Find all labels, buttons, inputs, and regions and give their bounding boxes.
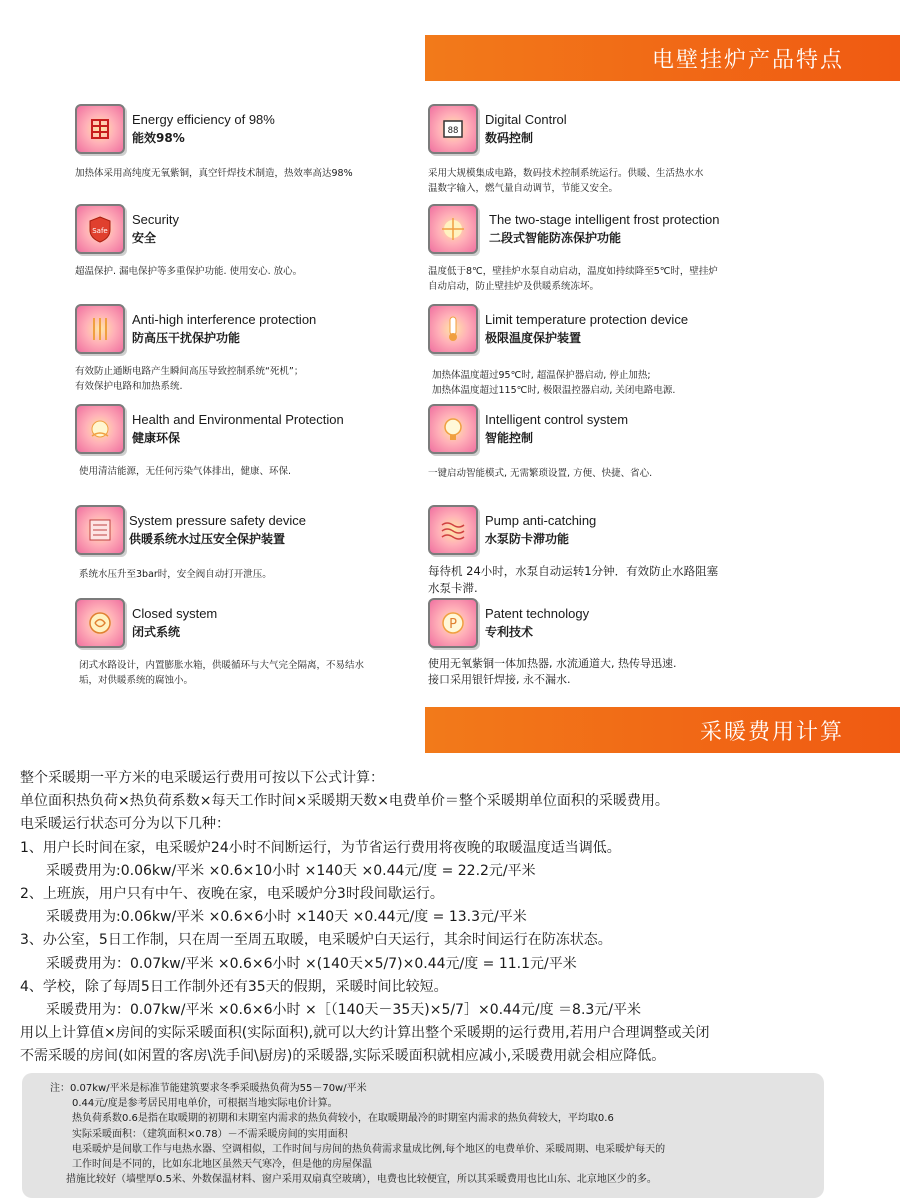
feature-title: System pressure safety device [129, 513, 307, 528]
feature-description [428, 166, 768, 196]
calc-line: 用以上计算值×房间的实际采暖面积(实际面积),就可以大约计算出整个采暖期的运行费用,若用户合理调整或关闭 [20, 1025, 710, 1042]
feature-title: Health and Environmental Protection [132, 412, 344, 427]
note-line: 措施比较好（墙壁厚0.5米、外数保温材料、窗户采用双扇真空玻璃），电费也比较便宜，所以其采暖费用也比山东、北京地区少的多。 [66, 1174, 657, 1186]
description-line: 垢，对供暖系统的腐蚀小。 [79, 675, 194, 686]
safe-shield-icon [75, 204, 125, 254]
feature-title: Limit temperature protection device [485, 312, 689, 327]
calc-line: 采暖费用为：0.07kw/平米 ×0.6×6小时 ×［（140天－35天)×5/7］×0.44元/度 ＝8.3元/平米 [46, 1002, 642, 1019]
feature-description [428, 264, 768, 294]
patent-icon [428, 598, 478, 648]
note-line: 实际采暖面积：（建筑面积×0.78）－不需采暖房间的实用面积 [72, 1128, 348, 1140]
note-line: 注：0.07kw/平米是标准节能建筑要求冬季采暖热负荷为55－70w/平米 [50, 1083, 367, 1094]
feature-subtitle: 健康环保 [132, 431, 181, 445]
cost-calculation [20, 767, 880, 1069]
description-line: 温度低于8℃，壁挂炉水泵自动启动，温度如持续降至5℃时，壁挂炉 [428, 266, 718, 277]
description-line: 加热体采用高纯度无氧紫铜，真空钎焊技术制造，热效率高达98% [75, 168, 353, 179]
calc-line: 采暖费用为：0.07kw/平米 ×0.6×6小时 ×(140天×5/7)×0.44元/度 = 11.1元/平米 [46, 955, 577, 972]
feature-title: Intelligent control system [485, 412, 629, 427]
features-banner [425, 35, 900, 81]
calc-line: 2、上班族，用户只有中午、夜晚在家，电采暖炉分3时段间歇运行。 [20, 886, 444, 903]
cost-banner-title: 采暖费用计算 [699, 719, 844, 745]
calc-line: 采暖费用为:0.06kw/平米 ×0.6×6小时 ×140天 ×0.44元/度 = 13.3元/平米 [46, 909, 527, 926]
feature-title: Pump anti-catching [485, 513, 597, 528]
description-line: 系统水压升至3bar时，安全阀自动打开泄压。 [79, 569, 272, 580]
feature-title: Anti-high interference protection [132, 312, 317, 327]
description-line: 接口采用银钎焊接, 永不漏水. [428, 673, 571, 686]
digital-display-icon [428, 104, 478, 154]
pressure-panel-icon [75, 505, 125, 555]
description-line: 加热体温度超过115℃时, 极限温控器启动, 关闭电路电源. [432, 385, 676, 396]
calc-line: 单位面积热负荷×热负荷系数×每天工作时间×采暖期天数×电费单价＝整个采暖期单位面积的采暖费用。 [20, 793, 669, 810]
calc-line: 电采暖运行状态可分为以下几种： [20, 816, 230, 833]
water-wave-icon [428, 505, 478, 555]
feature-title: Security [132, 212, 179, 227]
feature-description [79, 464, 419, 479]
feature-title: Patent technology [485, 606, 590, 621]
calc-line: 1、用户长时间在家，电采暖炉24小时不间断运行，为节省运行费用将夜晚的取暖温度适当调低。 [20, 839, 621, 856]
bulb-icon [428, 404, 478, 454]
feature-subtitle: 极限温度保护装置 [485, 331, 582, 345]
calc-line: 采暖费用为:0.06kw/平米 ×0.6×10小时 ×140天 ×0.44元/度 = 22.2元/平米 [46, 862, 536, 879]
description-line: 使用清洁能源，无任何污染气体排出，健康、环保. [79, 466, 292, 477]
feature-description [75, 264, 415, 279]
feature-subtitle: 水泵防卡滞功能 [485, 532, 570, 546]
note-line: 电采暖炉是间歇工作与电热水器、空调相似，工作时间与房间的热负荷需求量成比例,每个地区的电费单价、采暖周期、电采暖炉每天的 [72, 1143, 666, 1155]
calc-line: 3、办公室，5日工作制，只在周一至周五取暖，电采暖炉白天运行，其余时间运行在防冻状态。 [20, 932, 612, 949]
feature-subtitle: 能效98% [132, 131, 185, 145]
feature-subtitle: 防高压干扰保护功能 [132, 331, 241, 345]
heat-exchanger-icon [75, 104, 125, 154]
feature-subtitle: 供暖系统水过压安全保护装置 [129, 532, 286, 546]
feature-subtitle: 专利技术 [485, 625, 534, 639]
description-line: 加热体温度超过95℃时, 超温保护器启动, 停止加热; [432, 370, 651, 381]
description-line: 一键启动智能模式, 无需繁琐设置, 方便、快捷、省心. [428, 468, 653, 479]
note-line: 工作时间是不同的，比如东北地区虽然天气寒冷，但是他的房屋保温 [72, 1159, 372, 1171]
feature-description [428, 466, 768, 481]
svg-text:88: 88 [447, 126, 459, 136]
feature-title: The two-stage intelligent frost protection [489, 212, 720, 227]
feature-description [79, 658, 419, 688]
environment-icon [75, 404, 125, 454]
feature-subtitle: 闭式系统 [132, 625, 181, 639]
feature-subtitle: 智能控制 [485, 431, 534, 445]
description-line: 使用无氧紫铜一体加热器, 水流通道大, 热传导迅速. [428, 657, 677, 670]
thermometer-icon [428, 304, 478, 354]
interference-icon [75, 304, 125, 354]
note-box [22, 1073, 824, 1198]
description-line: 有效防止通断电路产生瞬间高压导致控制系统“死机”； [75, 366, 304, 377]
description-line: 自动启动，防止壁挂炉及供暖系统冻坏。 [428, 281, 600, 292]
feature-description [428, 656, 768, 688]
feature-title: Closed system [132, 606, 218, 621]
description-line: 超温保护. 漏电保护等多重保护功能. 使用安心. 放心。 [75, 266, 303, 277]
feature-title: Digital Control [485, 112, 567, 127]
features-banner-title: 电壁挂炉产品特点 [651, 47, 844, 73]
description-line: 每待机 24小时，水泵自动运转1分钟．有效防止水路阻塞 [428, 564, 719, 578]
svg-text:P: P [449, 617, 457, 632]
calc-line: 不需采暖的房间(如闲置的客房\洗手间\厨房)的采暖器,实际采暖面积就相应减小,采暖费用就会相应降低。 [20, 1048, 666, 1065]
description-line: 温数字输入，燃气量自动调节，节能又安全。 [428, 183, 619, 194]
calc-line: 整个采暖期一平方米的电采暖运行费用可按以下公式计算： [20, 770, 384, 786]
description-line: 闭式水路设计，内置膨胀水箱，供暖循环与大气完全隔离，不易结水 [79, 660, 365, 671]
calc-line: 4、学校，除了每周5日工作制外还有35天的假期，采暖时间比较短。 [20, 978, 448, 995]
feature-subtitle: 安全 [132, 231, 157, 245]
feature-subtitle: 数码控制 [485, 131, 534, 145]
feature-description [75, 364, 415, 394]
svg-text:Safe: Safe [92, 227, 108, 235]
feature-description [75, 166, 415, 181]
cost-banner [425, 707, 900, 753]
feature-subtitle: 二段式智能防冻保护功能 [489, 231, 622, 245]
note-line: 热负荷系数0.6是指在取暖期的初期和末期室内需求的热负荷较小，在取暖期最冷的时期室内需求的热负荷较大，平均取0.6 [72, 1113, 614, 1125]
feature-description [432, 368, 772, 398]
feature-description [428, 563, 768, 597]
closed-circle-icon [75, 598, 125, 648]
description-line: 有效保护电路和加热系统. [75, 381, 183, 392]
frost-protection-icon [428, 204, 478, 254]
description-line: 采用大规模集成电路，数码技术控制系统运行。供暖、生活热水水 [428, 168, 704, 179]
feature-description [79, 567, 419, 582]
feature-title: Energy efficiency of 98% [132, 112, 275, 127]
note-line: 0.44元/度是参考居民用电单价，可根据当地实际电价计算。 [72, 1098, 338, 1110]
description-line: 水泵卡滞. [428, 581, 478, 595]
